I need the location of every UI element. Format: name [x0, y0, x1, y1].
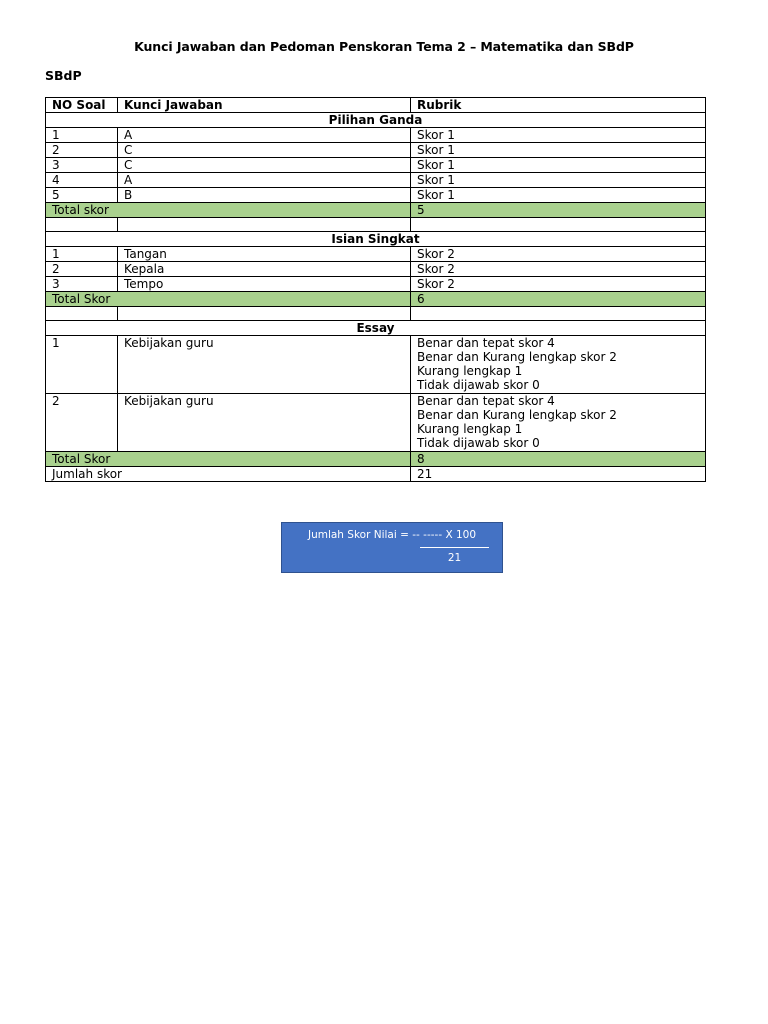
empty-cell: [411, 307, 706, 321]
spacer-row: [46, 307, 706, 321]
cell-kunci: Kebijakan guru: [118, 394, 411, 452]
cell-no: 3: [46, 277, 118, 292]
cell-no: 2: [46, 262, 118, 277]
table-row: [46, 277, 706, 292]
empty-cell: [46, 307, 118, 321]
rubric-line: Tidak dijawab skor 0: [417, 378, 540, 392]
cell-rubrik: Skor 1: [411, 128, 706, 143]
cell-rubrik: Skor 2: [411, 277, 706, 292]
rubric-line: Benar dan tepat skor 4: [417, 336, 555, 350]
table-row: [46, 128, 706, 143]
header-kunci-jawaban: Kunci Jawaban: [118, 98, 411, 113]
total-row-essay: [46, 452, 706, 467]
cell-no: 1: [46, 336, 118, 394]
cell-rubrik: Skor 1: [411, 173, 706, 188]
cell-kunci: Kebijakan guru: [118, 336, 411, 394]
cell-kunci: Tempo: [118, 277, 411, 292]
cell-no: 2: [46, 143, 118, 158]
cell-rubrik: [411, 336, 706, 394]
group-row-pilihan-ganda: [46, 113, 706, 128]
cell-rubrik: Skor 1: [411, 158, 706, 173]
cell-kunci: C: [118, 158, 411, 173]
document-title: Kunci Jawaban dan Pedoman Penskoran Tema 2 – Matematika dan SBdP: [134, 39, 634, 54]
section-heading: SBdP: [45, 68, 82, 83]
table-row: [46, 143, 706, 158]
grand-total-value: 21: [411, 467, 706, 482]
cell-kunci: Tangan: [118, 247, 411, 262]
group-label: Isian Singkat: [46, 232, 706, 247]
table-row: [46, 262, 706, 277]
table-row: [46, 188, 706, 203]
group-label: Essay: [46, 321, 706, 336]
table-row: [46, 394, 706, 452]
group-label: Pilihan Ganda: [46, 113, 706, 128]
cell-kunci: Kepala: [118, 262, 411, 277]
cell-rubrik: Skor 2: [411, 247, 706, 262]
total-value: 8: [411, 452, 706, 467]
table-row: [46, 158, 706, 173]
group-row-isian-singkat: [46, 232, 706, 247]
spacer-row: [46, 218, 706, 232]
cell-rubrik: Skor 1: [411, 143, 706, 158]
cell-kunci: A: [118, 128, 411, 143]
empty-cell: [118, 307, 411, 321]
cell-rubrik: Skor 2: [411, 262, 706, 277]
cell-no: 4: [46, 173, 118, 188]
total-row-pilihan-ganda: [46, 203, 706, 218]
total-label: Total skor: [46, 203, 411, 218]
cell-kunci: B: [118, 188, 411, 203]
rubric-line: Benar dan Kurang lengkap skor 2: [417, 408, 617, 422]
cell-no: 1: [46, 247, 118, 262]
total-value: 5: [411, 203, 706, 218]
table-row: [46, 173, 706, 188]
rubric-line: Benar dan Kurang lengkap skor 2: [417, 350, 617, 364]
answer-key-table: [45, 97, 706, 482]
grand-total-label: Jumlah skor: [46, 467, 411, 482]
cell-rubrik: [411, 394, 706, 452]
total-label: Total Skor: [46, 292, 411, 307]
cell-kunci: A: [118, 173, 411, 188]
formula-numerator: Jumlah Skor Nilai = -- ----- X 100: [307, 529, 477, 541]
cell-rubrik: Skor 1: [411, 188, 706, 203]
table-row: [46, 247, 706, 262]
empty-cell: [46, 218, 118, 232]
formula-denominator: 21: [447, 552, 462, 564]
cell-no: 1: [46, 128, 118, 143]
empty-cell: [118, 218, 411, 232]
rubric-line: Kurang lengkap 1: [417, 364, 523, 378]
rubric-line: Tidak dijawab skor 0: [417, 436, 540, 450]
rubric-line: Kurang lengkap 1: [417, 422, 523, 436]
total-value: 6: [411, 292, 706, 307]
total-row-isian-singkat: [46, 292, 706, 307]
group-row-essay: [46, 321, 706, 336]
rubric-line: Benar dan tepat skor 4: [417, 394, 555, 408]
cell-no: 2: [46, 394, 118, 452]
grand-total-row: [46, 467, 706, 482]
cell-no: 5: [46, 188, 118, 203]
table-row: [46, 336, 706, 394]
cell-kunci: C: [118, 143, 411, 158]
table-header-row: [46, 98, 706, 113]
fraction-line: [420, 547, 489, 548]
cell-no: 3: [46, 158, 118, 173]
empty-cell: [411, 218, 706, 232]
header-rubrik: Rubrik: [411, 98, 706, 113]
total-label: Total Skor: [46, 452, 411, 467]
score-formula-box: [281, 522, 503, 573]
header-no-soal: NO Soal: [46, 98, 118, 113]
